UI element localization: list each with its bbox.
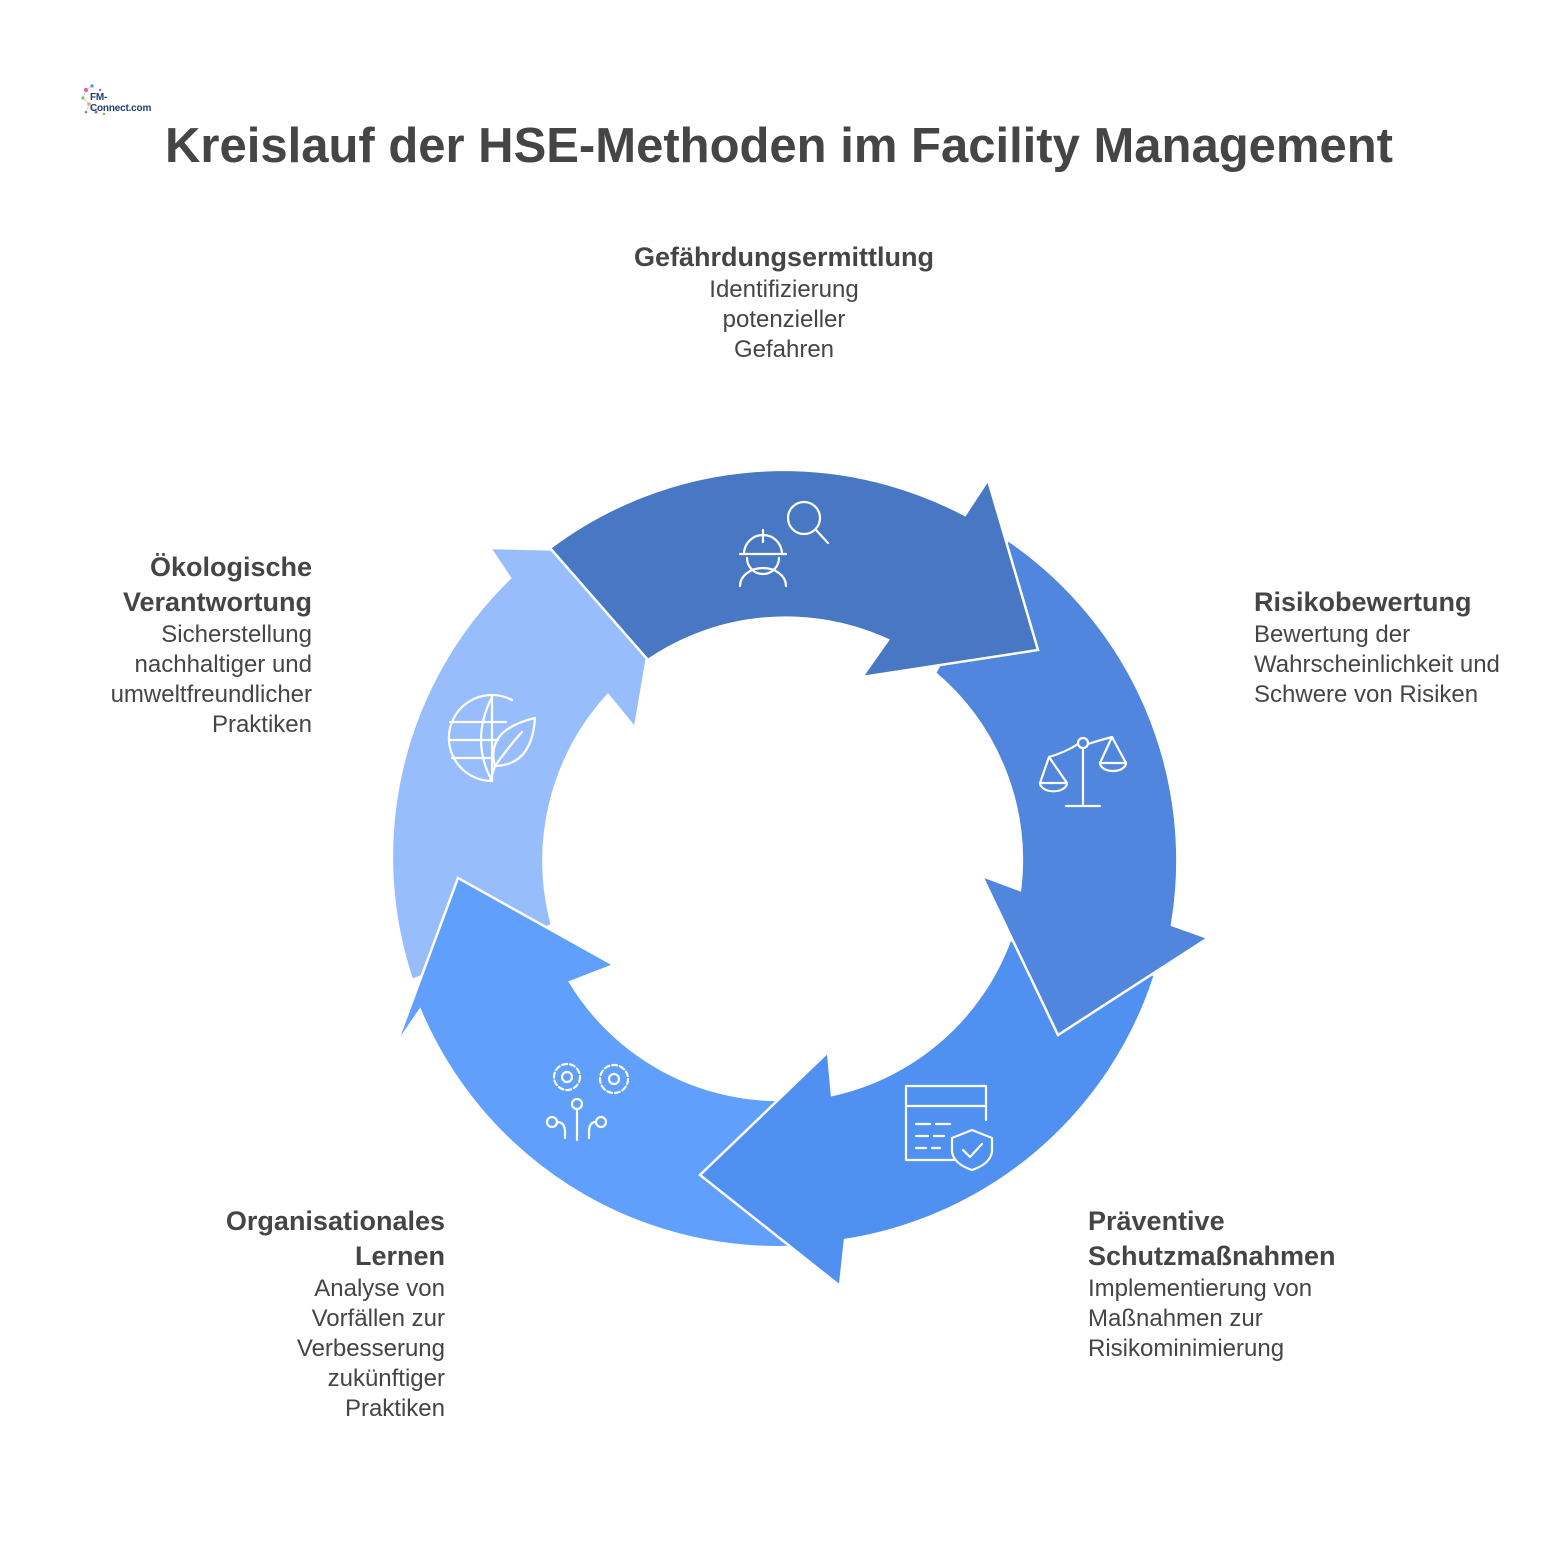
step-description: Bewertung der Wahrscheinlichkeit und Schwere von Risiken: [1254, 621, 1500, 708]
step-description: Analyse von Vorfällen zur Verbesserung zukünftiger Praktiken: [296, 1275, 445, 1422]
step-organisationales-lernen: [140, 1204, 445, 1424]
step-description: Implementierung von Maßnahmen zur Risikominimierung: [1088, 1275, 1313, 1362]
step-title: Organisationales Lernen: [225, 1206, 445, 1271]
step-title: Ökologische Verantwortung: [122, 552, 312, 617]
page-title: Kreislauf der HSE-Methoden im Facility Management: [165, 119, 1393, 173]
step-title: Gefährdungsermittlung: [633, 242, 934, 272]
step-title: Präventive Schutzmaßnahmen: [1088, 1206, 1336, 1271]
step-gefaehrdungsermittlung: [584, 240, 984, 365]
step-risikobewertung: [1254, 585, 1534, 710]
step-description: Identifizierung potenzieller Gefahren: [709, 276, 859, 363]
step-praeventive-schutzmassnahmen: [1088, 1204, 1388, 1364]
step-description: Sicherstellung nachhaltiger und umweltfreundlicher Praktiken: [110, 621, 312, 738]
step-oekologische-verantwortung: [40, 550, 312, 740]
logo-text: FM-Connect.com: [90, 92, 152, 114]
step-title: Risikobewertung: [1254, 587, 1472, 617]
